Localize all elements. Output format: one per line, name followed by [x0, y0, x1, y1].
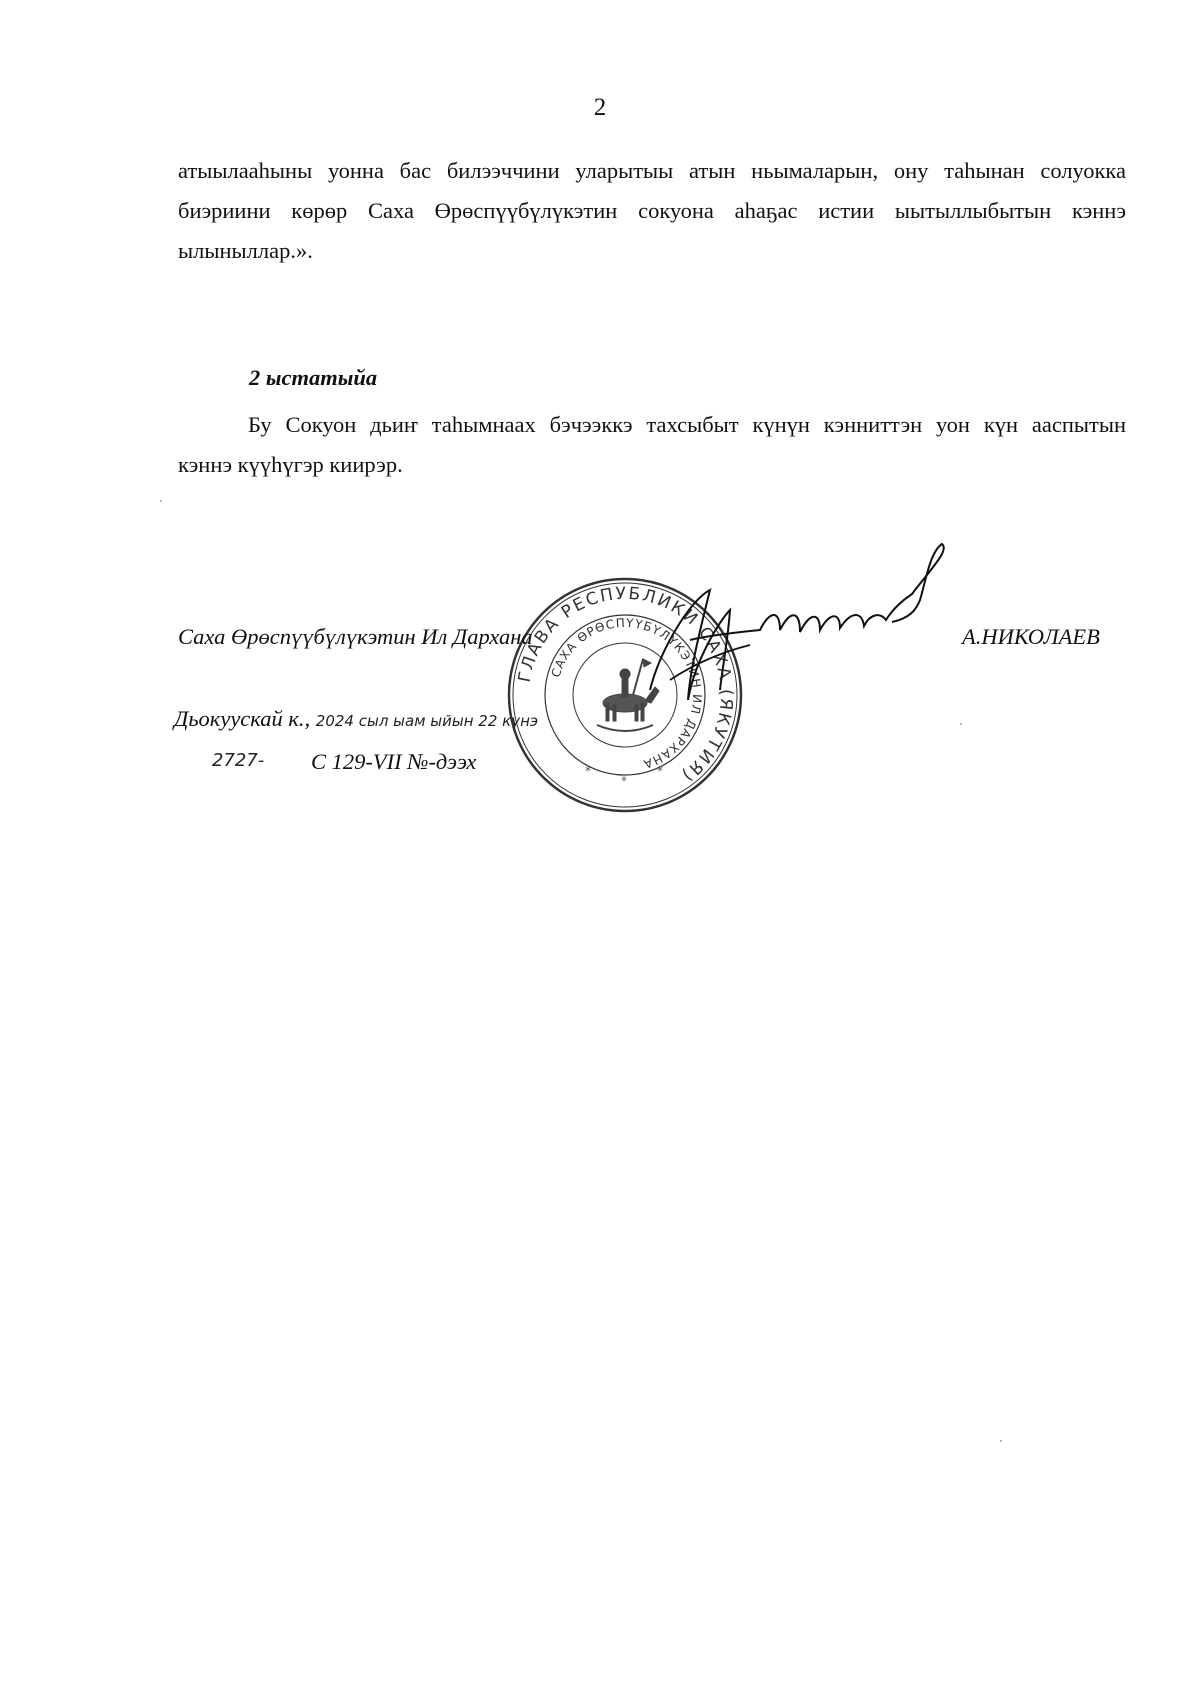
paragraph-line: Бу Сокуон дьиҥ таһымнаах бэчээккэ тахсыбыт күнүн кэнниттэн уон күн ааспытын [248, 412, 1126, 437]
svg-text:*: * [657, 764, 663, 778]
scan-speck [1000, 1440, 1002, 1442]
place-label: Дьокуускай к., [174, 706, 311, 731]
seal-outer-text: ГЛАВА РЕСПУБЛИКИ САХА (ЯКУТИЯ) [514, 583, 737, 787]
signatory-title: Саха Өрөспүүбүлүкэтин Ил Дархана [178, 624, 533, 649]
handwritten-signature [630, 540, 960, 730]
article-heading: 2 ыстатыйа [249, 365, 378, 390]
handwritten-registration-number: 2727- [212, 750, 265, 771]
scan-speck [960, 723, 962, 725]
page-number: 2 [593, 94, 607, 121]
paragraph-line: ылыныллар.». [178, 238, 313, 263]
handwritten-date: 2024 сыл ыам ыйын 22 күнэ [315, 712, 539, 730]
paragraph-line: биэриини көрөр Саха Өрөспүүбүлүкэтин сокуона аһаҕас истии ыытыллыбытын кэннэ [178, 198, 1126, 223]
scan-speck [160, 500, 162, 502]
signatory-name: А.НИКОЛАЕВ [962, 624, 1100, 649]
article-paragraph [178, 405, 1126, 485]
continuation-paragraph [178, 151, 1126, 271]
svg-text:*: * [585, 764, 591, 778]
paragraph-line: кэннэ күүһүгэр киирэр. [178, 452, 403, 477]
paragraph-line: атыылааһыны уонна бас билээччини уларытыы атын ньымаларын, ону таһынан солуокка [178, 158, 1126, 183]
seal-inner-text: САХА ӨРӨСПҮҮБҮЛҮКЭТИН ИЛ ДАРХАНА [548, 615, 705, 772]
place-and-date [174, 706, 538, 732]
registration-number: С 129-VII №-дээх [311, 749, 477, 774]
svg-text:*: * [621, 774, 627, 788]
